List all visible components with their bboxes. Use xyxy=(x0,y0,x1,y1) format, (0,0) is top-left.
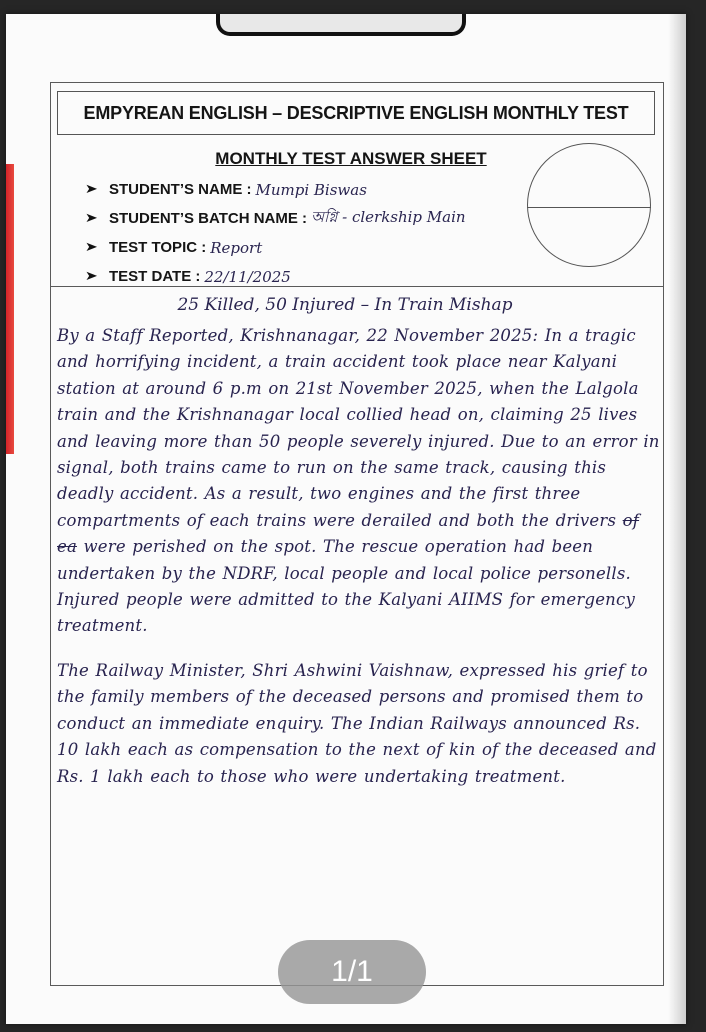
arrow-bullet-icon: ➤ xyxy=(84,240,98,255)
photo-divider-line xyxy=(527,207,651,208)
sheet-subtitle: MONTHLY TEST ANSWER SHEET xyxy=(215,149,487,168)
red-paper-edge xyxy=(6,164,14,454)
test-date-value: 22/11/2025 xyxy=(204,267,291,286)
answer-body xyxy=(57,293,663,790)
page-indicator: 1/1 xyxy=(278,940,426,1004)
clipboard-clip xyxy=(216,14,466,36)
test-topic-label: TEST TOPIC : xyxy=(109,239,207,256)
info-row-test-date xyxy=(84,262,466,291)
batch-name-label: STUDENT’S BATCH NAME : xyxy=(109,210,308,227)
test-topic-value: Report xyxy=(210,238,263,257)
answer-sheet xyxy=(50,82,664,986)
photo-circle xyxy=(527,143,651,267)
sheet-header xyxy=(51,83,663,287)
report-paragraph-1 xyxy=(57,323,663,640)
paragraph-1-text-b: were perished on the spot. The rescue operation had been undertaken by the NDRF, local people and local police personells. Injured people were admitted to the Kalyani AIIMS for emergency treatment. xyxy=(57,537,635,636)
batch-name-value: অগ্নি - clerkship Main xyxy=(311,208,466,226)
arrow-bullet-icon: ➤ xyxy=(84,269,98,284)
arrow-bullet-icon: ➤ xyxy=(84,182,98,197)
report-headline: 25 Killed, 50 Injured – In Train Mishap xyxy=(177,295,513,315)
page-shadow xyxy=(668,14,686,1024)
test-date-label: TEST DATE : xyxy=(109,268,201,285)
scanned-page xyxy=(6,14,686,1024)
struck-out-text: of ea xyxy=(57,510,640,557)
test-title: EMPYREAN ENGLISH – DESCRIPTIVE ENGLISH MONTHLY TEST xyxy=(57,91,655,135)
info-row-batch-name xyxy=(84,204,466,233)
info-row-student-name xyxy=(84,175,466,204)
report-paragraph-2: The Railway Minister, Shri Ashwini Vaishnaw, expressed his grief to the family members of the deceased persons and promised them to conduct an immediate enquiry. The Indian Railways announced Rs. 10 lakh each as compensation to the next of kin of the deceased and Rs. 1 lakh each to those who were undertaking treatment. xyxy=(57,660,657,786)
student-name-value: Mumpi Biswas xyxy=(255,180,367,199)
student-info-list xyxy=(84,175,466,291)
info-row-test-topic xyxy=(84,233,466,262)
student-name-label: STUDENT’S NAME : xyxy=(109,181,252,198)
paragraph-1-text-a: By a Staff Reported, Krishnanagar, 22 November 2025: In a tragic and horrifying incident, a train accident took place near Kalyani station at around 6 p.m on 21st November 2025, when the Lalgola train and the Krishnanagar local collied head on, claiming 25 lives and leaving more than 50 people severely injured. Due to an error in signal, both trains came to run on the same track, causing this deadly accident. As a result, two engines and the first three compartments of each trains were derailed and both the drivers xyxy=(57,326,660,530)
arrow-bullet-icon: ➤ xyxy=(84,211,98,226)
